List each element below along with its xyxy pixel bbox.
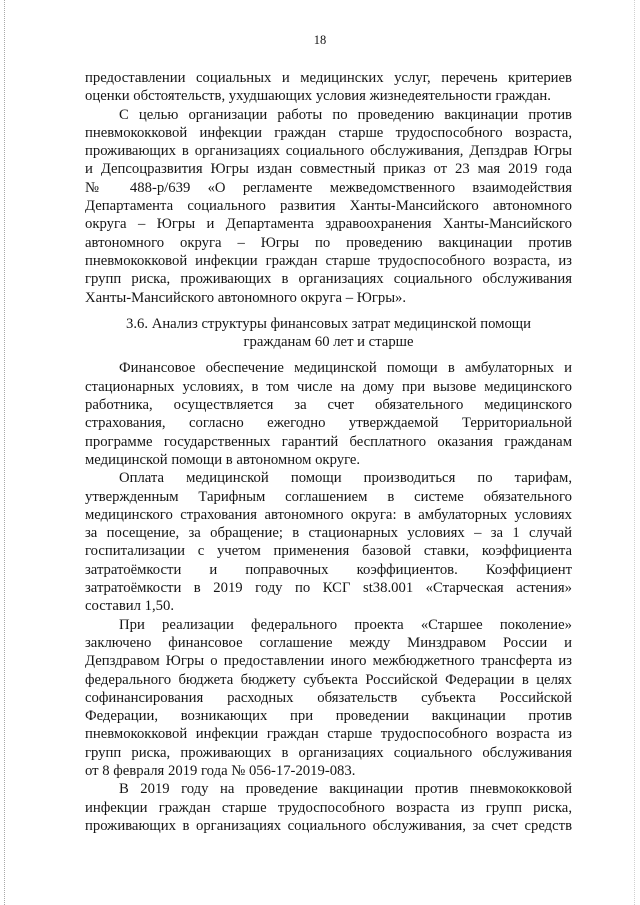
text-line: утвержденным Тарифным соглашением в системе обязательного xyxy=(85,488,572,505)
text-line: составил 1,50. xyxy=(85,598,175,615)
text-line: от 8 февраля 2019 года № 056-17-2019-083. xyxy=(85,762,356,779)
page-number: 18 xyxy=(313,33,327,47)
section-heading-line: гражданам 60 лет и старше xyxy=(243,334,414,351)
text-line: Департамента социального развития Ханты-Мансийского автономного xyxy=(85,198,572,215)
text-line: автономного округа – Югры по проведению вакцинации против xyxy=(85,234,572,251)
scan-edge-left xyxy=(4,0,5,905)
text-line: программе государственных гарантий бесплатного оказания гражданам xyxy=(85,433,572,450)
text-line: В 2019 году на проведение вакцинации против пневмококковой xyxy=(119,781,572,798)
text-line: стационарных условиях, в том числе на дому при вызове медицинского xyxy=(85,378,572,395)
text-line: пневмококковой инфекции граждан старше трудоспособного возраста из xyxy=(85,726,572,743)
text-line: предоставлении социальных и медицинских услуг, перечень критериев xyxy=(85,70,572,86)
text-line: Финансовое обеспечение медицинской помощи в амбулаторных и xyxy=(119,360,572,377)
text-line: заключено финансовое соглашение между Минздравом России и xyxy=(85,634,572,651)
text-line: С целью организации работы по проведению вакцинации против xyxy=(119,106,572,123)
text-line: и Депсоцразвития Югры издан совместный приказ от 23 мая 2019 года xyxy=(85,161,572,178)
paragraph-continuation xyxy=(85,69,572,106)
text-line: Федерации, возникающих при проведении вакцинации против xyxy=(85,708,572,725)
text-line: инфекции граждан старше трудоспособного возраста из групп риска, xyxy=(85,799,572,816)
text-line: групп риска, проживающих в организациях социального обслуживания xyxy=(85,271,572,288)
text-line: за посещение, за обращение; в стационарных условиях – за 1 случай xyxy=(85,525,572,542)
text-line: округа – Югры и Департамента здравоохранения Ханты-Мансийского xyxy=(85,216,572,233)
text-line: медицинского страхования автономного округа: в амбулаторных условиях xyxy=(85,506,572,523)
text-line: проживающих в организациях социального обслуживания, Депздрав Югры xyxy=(85,143,572,160)
paragraph-vaccination-order xyxy=(85,106,572,307)
text-line: страхования, согласно ежегодно утверждаемой Территориальной xyxy=(85,415,572,432)
text-line: групп риска, проживающих в организациях социального обслуживания xyxy=(85,744,572,761)
paragraph-financing xyxy=(85,359,572,469)
text-line: Депздравом Югры о предоставлении иного межбюджетного трансферта из xyxy=(85,653,572,670)
text-line: федерального бюджета бюджету субъекта Российской Федерации в целях xyxy=(85,671,572,688)
text-line: затратоёмкости в 2019 году по КСГ st38.001 «Старческая астения» xyxy=(85,580,572,597)
text-line: госпитализации с учетом применения базовой ставки, коэффициента xyxy=(85,543,572,560)
text-line: Оплата медицинской помощи производиться по тарифам, xyxy=(119,470,572,487)
paragraph-2019-vaccination xyxy=(85,780,572,835)
scan-edge-right xyxy=(634,0,635,905)
text-line: затратоёмкости и поправочных коэффициентов. Коэффициент xyxy=(85,561,572,578)
text-line: медицинской помощи в автономном округе. xyxy=(85,451,361,468)
paragraph-payment xyxy=(85,469,572,615)
text-line: пневмококковой инфекции граждан старше трудоспособного возраста, xyxy=(85,124,572,141)
text-line: оценки обстоятельств, ухудшающих условия жизнедеятельности граждан. xyxy=(85,88,551,105)
section-heading-line: 3.6. Анализ структуры финансовых затрат медицинской помощи xyxy=(126,315,531,332)
text-line: При реализации федерального проекта «Старшее поколение» xyxy=(119,616,572,633)
text-line: Ханты-Мансийского автономного округа – Югры». xyxy=(85,289,407,306)
text-line: работника, осуществляется за счет обязательного медицинского xyxy=(85,397,572,414)
text-line: софинансирования расходных обязательств субъекта Российской xyxy=(85,689,572,706)
body-text xyxy=(85,69,572,835)
section-heading xyxy=(85,315,572,352)
text-line: пневмококковой инфекции граждан старше трудоспособного возраста, из xyxy=(85,252,572,269)
paragraph-federal-project xyxy=(85,616,572,781)
text-line: проживающих в организациях социального обслуживания, за счет средств xyxy=(85,817,572,834)
text-line: № 488-р/639 «О регламенте межведомственного взаимодействия xyxy=(85,179,572,196)
